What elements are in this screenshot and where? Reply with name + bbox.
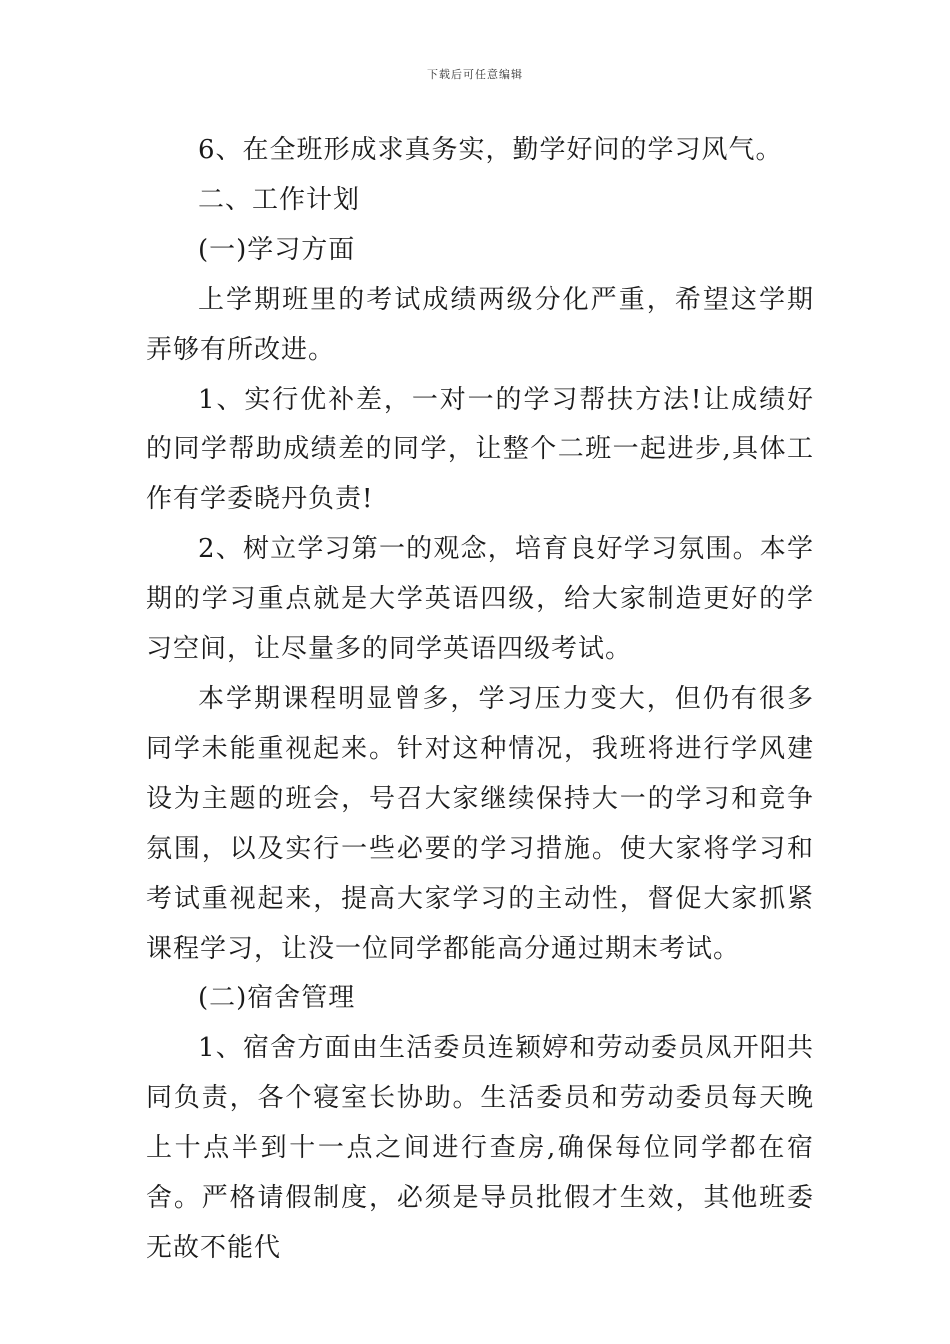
document-body [146,126,814,1274]
section-heading-work-plan: 二、工作计划 [198,184,361,215]
subsection-heading-dorm: (二)宿舍管理 [198,983,356,1014]
paragraph-study-measures: 本学期课程明显曾多，学习压力变大，但仍有很多同学未能重视起来。针对这种情况，我班将进行学风建设为主题的班会，号召大家继续保持大一的学习和竞争氛围，以及实行一些必要的学习措施。使大家将学习和考试重视起来，提高大家学习的主动性，督促大家抓紧课程学习，让没一位同学都能高分通过期末考试。 [146,683,814,964]
paragraph-goal-6: 6、在全班形成求真务实，勤学好问的学习风气。 [198,135,783,165]
page-header-note: 下载后可任意编辑 [427,68,523,81]
paragraph-study-item-2: 2、树立学习第一的观念，培育良好学习氛围。本学期的学习重点就是大学英语四级，给大家制造更好的学习空间，让尽量多的同学英语四级考试。 [146,534,814,665]
paragraph-study-intro: 上学期班里的考试成绩两级分化严重，希望这学期弄够有所改进。 [146,284,814,365]
paragraph-dorm-item-1: 1、宿舍方面由生活委员连颖婷和劳动委员凤开阳共同负责，各个寝室长协助。生活委员和劳动委员每天晚上十点半到十一点之间进行查房,确保每位同学都在宿舍。严格请假制度，必须是导员批假才生效，其他班委无故不能代 [146,1033,814,1263]
subsection-heading-study: (一)学习方面 [198,234,356,265]
paragraph-study-item-1: 1、实行优补差，一对一的学习帮扶方法!让成绩好的同学帮助成绩差的同学，让整个二班一起进步,具体工作有学委晓丹负责! [146,384,814,515]
